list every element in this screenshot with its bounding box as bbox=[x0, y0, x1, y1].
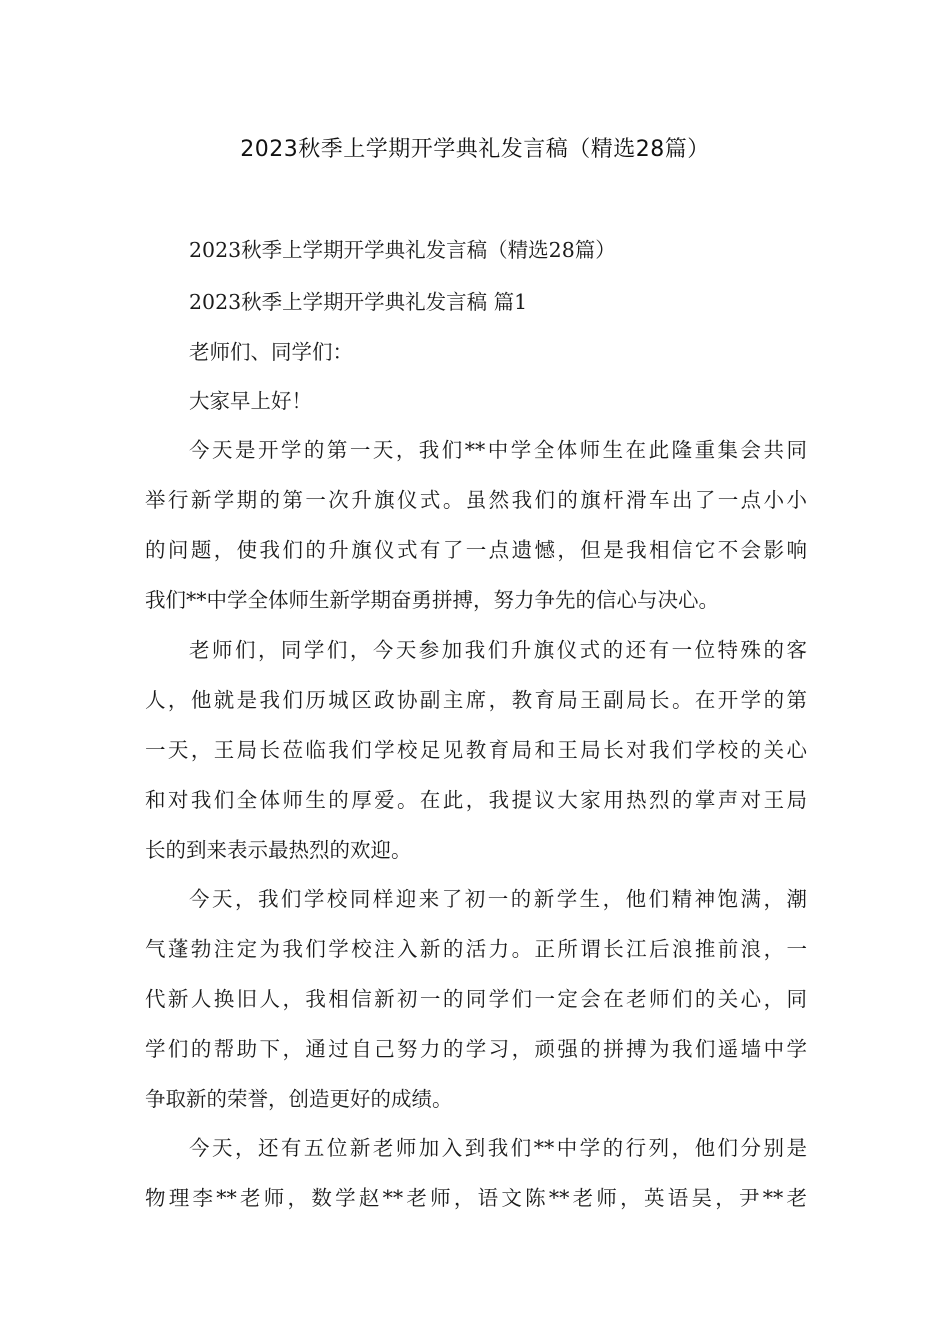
paragraph-3-line-4: 学们的帮助下，通过自己努力的学习，顽强的拼搏为我们遥墙中学 bbox=[145, 1037, 807, 1061]
document-title: 2023秋季上学期开学典礼发言稿（精选28篇） bbox=[240, 137, 710, 162]
greeting: 大家早上好！ bbox=[189, 389, 312, 413]
paragraph-2-line-3: 一天，王局长莅临我们学校足见教育局和王局长对我们学校的关心 bbox=[145, 738, 807, 762]
paragraph-1-line-3: 的问题，使我们的升旗仪式有了一点遗憾，但是我相信它不会影响 bbox=[145, 538, 807, 562]
paragraph-2-line-5: 长的到来表示最热烈的欢迎。 bbox=[145, 838, 412, 862]
paragraph-2-line-1: 老师们，同学们，今天参加我们升旗仪式的还有一位特殊的客 bbox=[189, 638, 807, 662]
paragraph-2-line-2: 人，他就是我们历城区政协副主席，教育局王副局长。在开学的第 bbox=[145, 688, 807, 712]
paragraph-3-line-3: 代新人换旧人，我相信新初一的同学们一定会在老师们的关心，同 bbox=[145, 987, 807, 1011]
paragraph-3-line-2: 气蓬勃注定为我们学校注入新的活力。正所谓长江后浪推前浪，一 bbox=[145, 937, 807, 961]
paragraph-2-line-4: 和对我们全体师生的厚爱。在此，我提议大家用热烈的掌声对王局 bbox=[145, 788, 807, 812]
paragraph-3-line-1: 今天，我们学校同样迎来了初一的新学生，他们精神饱满，潮 bbox=[189, 887, 807, 911]
section-heading: 2023秋季上学期开学典礼发言稿 篇1 bbox=[189, 290, 528, 314]
paragraph-1-line-1: 今天是开学的第一天，我们**中学全体师生在此隆重集会共同 bbox=[189, 438, 807, 462]
paragraph-1-line-2: 举行新学期的第一次升旗仪式。虽然我们的旗杆滑车出了一点小小 bbox=[145, 488, 807, 512]
paragraph-3-line-5: 争取新的荣誉，创造更好的成绩。 bbox=[145, 1087, 453, 1111]
paragraph-4-line-2: 物理李**老师，数学赵**老师，语文陈**老师，英语吴，尹**老 bbox=[145, 1186, 807, 1210]
paragraph-4-line-1: 今天，还有五位新老师加入到我们**中学的行列，他们分别是 bbox=[189, 1136, 807, 1160]
paragraph-1-line-4: 我们**中学全体师生新学期奋勇拼搏，努力争先的信心与决心。 bbox=[145, 588, 719, 612]
subtitle-line: 2023秋季上学期开学典礼发言稿（精选28篇） bbox=[189, 238, 616, 262]
salutation: 老师们、同学们： bbox=[189, 340, 353, 364]
